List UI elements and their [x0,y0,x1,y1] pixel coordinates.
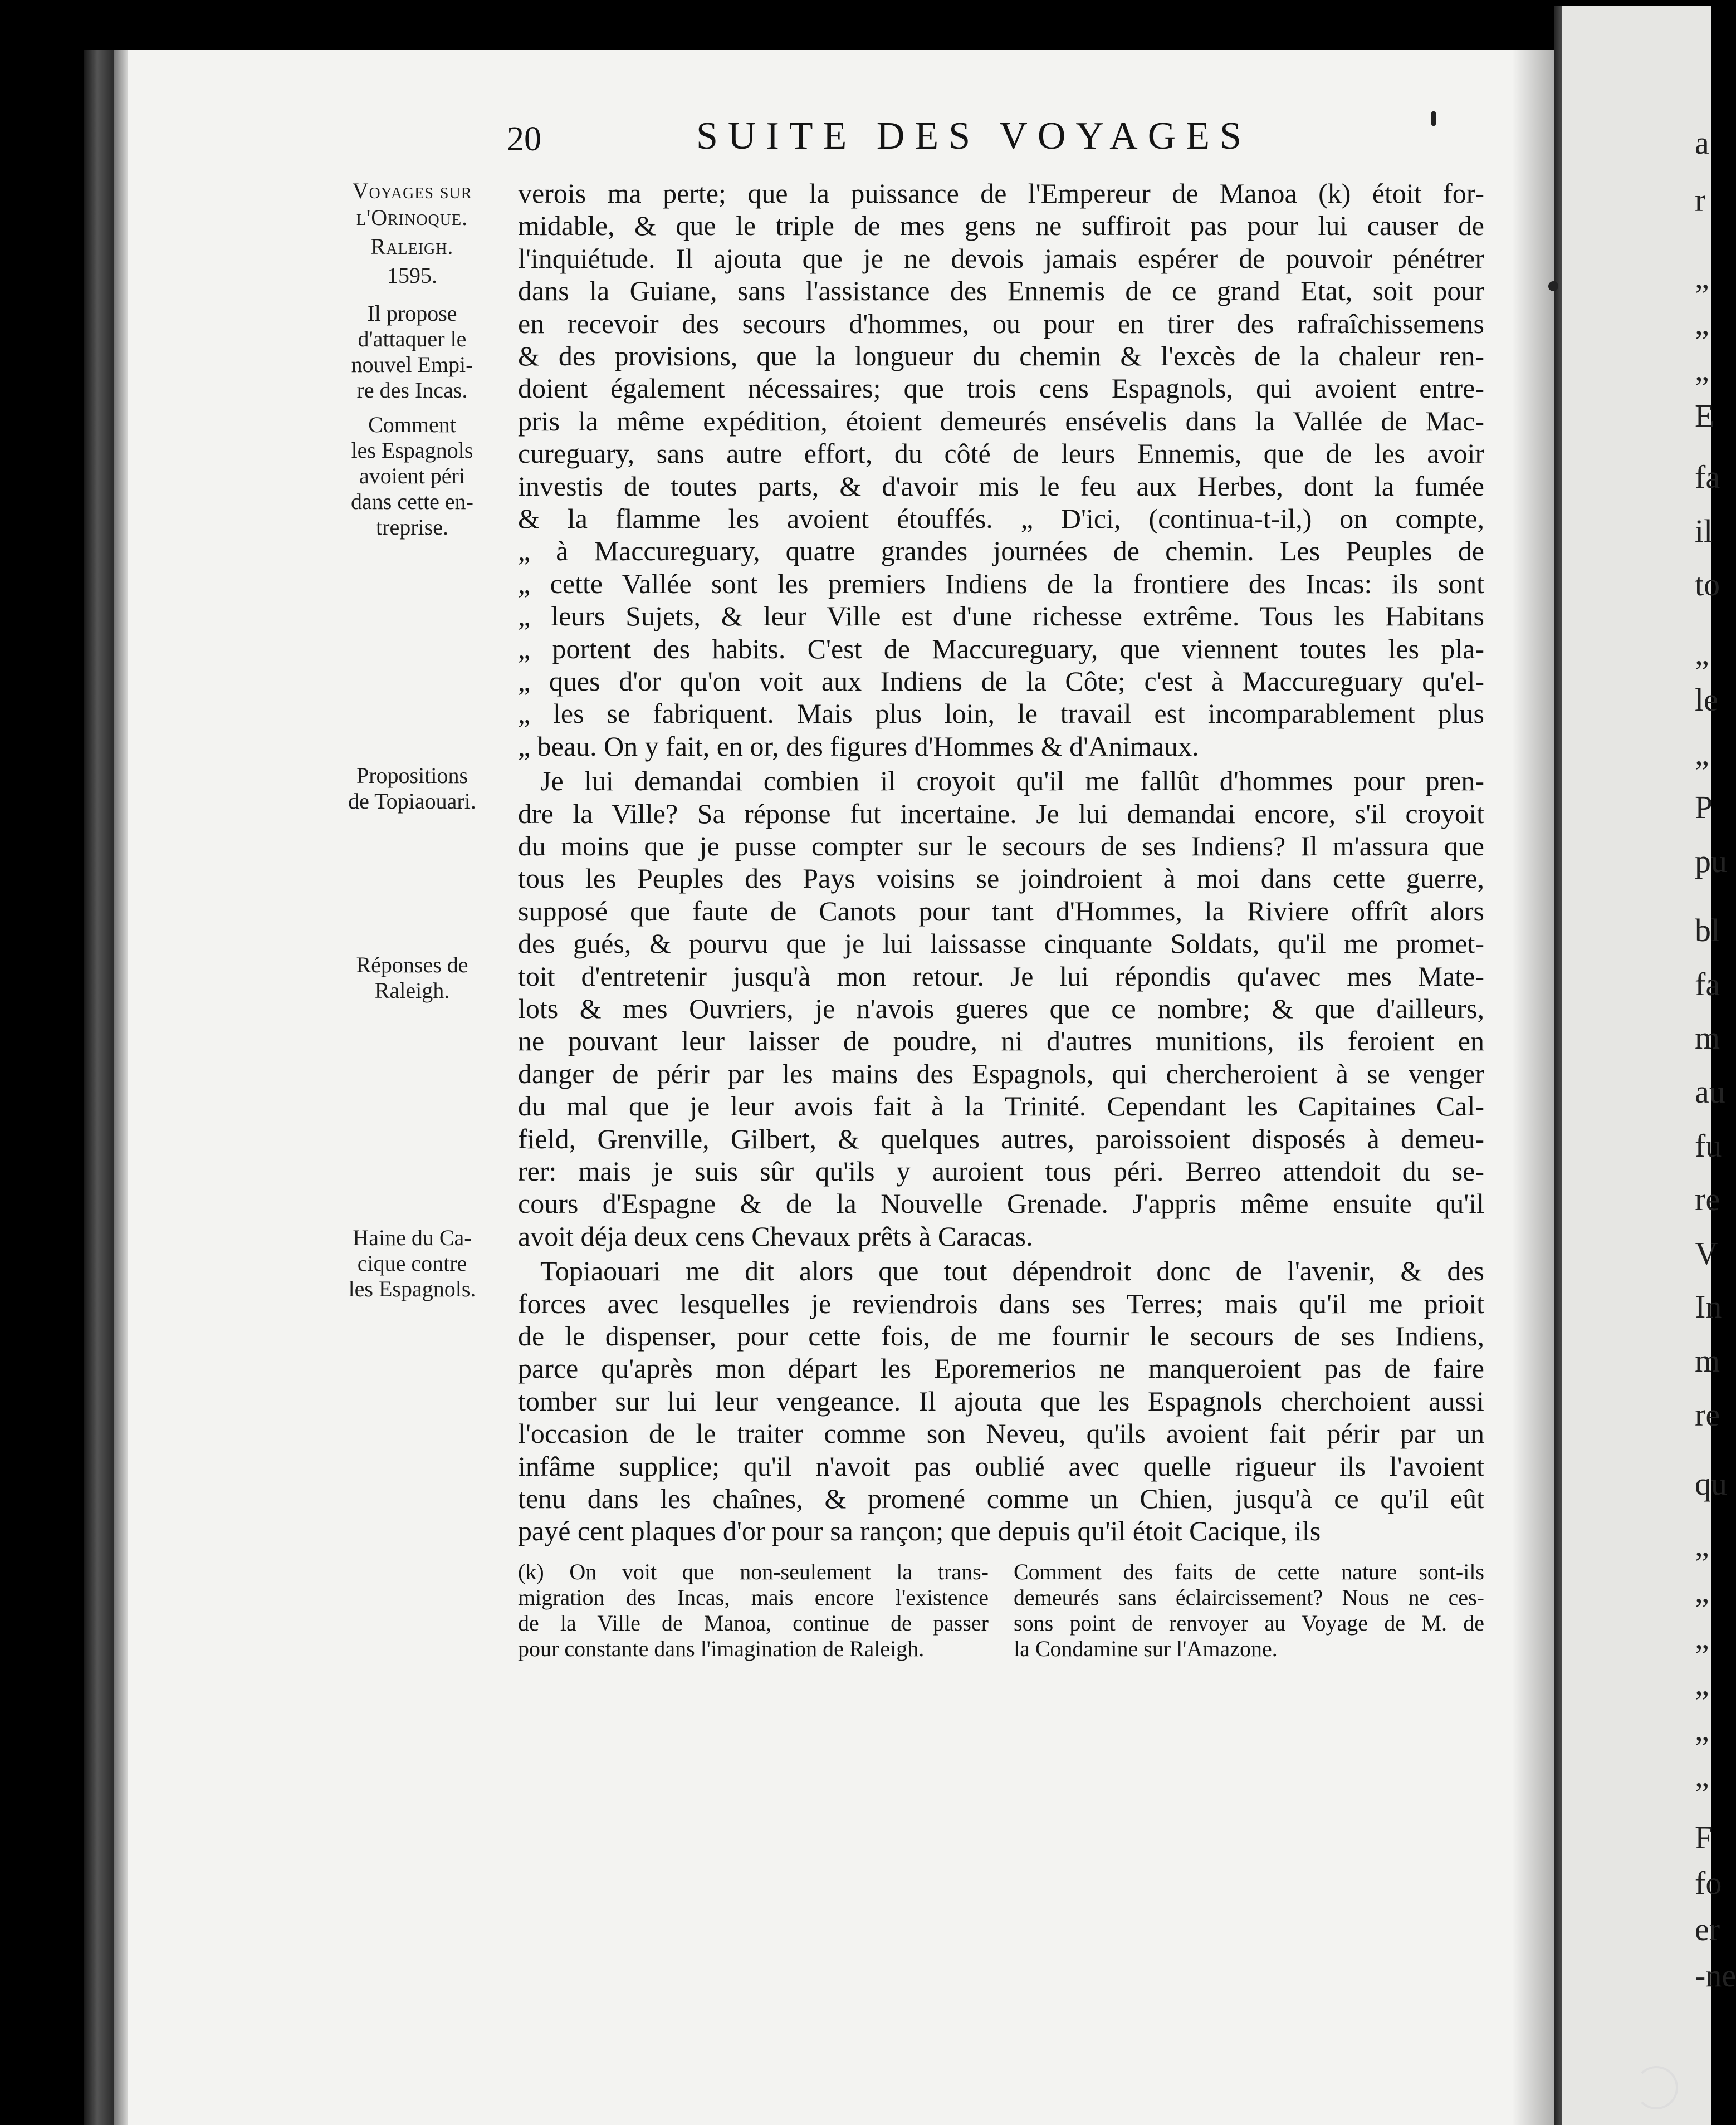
margin-note-line: Réponses de [356,952,468,977]
page-corner-mark [1635,2066,1678,2109]
page-header [507,114,1275,175]
facing-page-fragment: „ [1695,305,1709,341]
text-line: tenu dans les chaînes, & promené comme un Chien, jusqu'à ce qu'il eût [518,1483,1484,1514]
facing-page-fragment: „ [1695,351,1709,388]
margin-note-line: les Espagnols. [348,1276,476,1301]
text-line: tomber sur lui leur vengeance. Il ajouta que les Espagnols cherchoient aussi [518,1385,1484,1417]
margin-note-line: Propositions [356,763,468,788]
facing-page [1562,6,1736,2125]
text-line: infâme supplice; qu'il n'avoit pas oublié avec quelle rigueur ils l'avoient [518,1450,1484,1482]
facing-page-fragment: a [1695,124,1709,161]
facing-page-fragment: r [1695,182,1706,219]
text-line: supposé que faute de Canots pour tant d'Hommes, la Riviere offrît alors [518,895,1484,927]
text-line: en recevoir des secours d'hommes, ou pour en tirer des rafraîchissemens [518,307,1484,339]
facing-page-fragment: re [1695,1396,1720,1433]
facing-page-fragment: „ [1695,635,1709,672]
footnote-line: de la Ville de Manoa, continue de passer [518,1610,989,1636]
ink-mark [1431,111,1436,126]
facing-page-fragment: fa [1695,966,1720,1002]
text-line: ne pouvant leur laisser de poudre, ni d'autres munitions, ils feroient en [518,1025,1484,1057]
facing-page-fragment: le [1695,682,1718,718]
text-line: dans la Guiane, sans l'assistance des Ennemis de ce grand Etat, soit pour [518,275,1484,307]
text-line: du moins que je pusse compter sur le secours de ses Indiens? Il m'assura que [518,830,1484,861]
facing-page-fragment: „ [1695,259,1709,296]
margin-note-line: Raleigh. [374,978,450,1003]
text-line: payé cent plaques d'or pour sa rançon; que depuis qu'il étoit Cacique, ils [518,1515,1321,1547]
text-line: & la flamme les avoient étouffés. „ D'ici, (continua-t-il,) on compte, [518,503,1484,534]
ink-blot [1548,281,1558,291]
margin-note-line: cique contre [357,1251,467,1276]
text-line: investis de toutes parts, & d'avoir mis le feu aux Herbes, dont la fumée [518,470,1484,502]
facing-page-fragment: E [1695,397,1715,434]
footnote-line: Comment des faits de cette nature sont-ils [1014,1559,1484,1584]
facing-page-fragment: m [1695,1343,1720,1379]
facing-page-fragment: au [1695,1074,1725,1110]
text-line: des gués, & pourvu que je lui laissasse cinquante Soldats, qu'il me promet- [518,928,1484,959]
facing-page-fragment: qu [1695,1465,1727,1502]
text-line: l'inquiétude. Il ajouta que je ne devois jamais espérer de pouvoir pénétrer [518,242,1484,274]
footnotes [518,1559,1484,1665]
text-line: „ leurs Sujets, & leur Ville est d'une richesse extrême. Tous les Habitans [518,600,1484,632]
facing-page-fragment: „ [1695,735,1709,772]
text-line: de le dispenser, pour cette fois, de me fournir le secours de ses Indiens, [518,1320,1484,1352]
facing-page-fragment: fa [1695,459,1720,495]
footnote-line: sons point de renvoyer au Voyage de M. de [1014,1610,1484,1636]
text-line: dre la Ville? Sa réponse fut incertaine. Je lui demandai encore, s'il croyoit [518,797,1484,829]
margin-note-line: nouvel Empi- [351,352,473,377]
margin-note-line: d'attaquer le [358,326,467,351]
facing-page-fragment: „ [1695,1711,1709,1748]
margin-note-line: treprise. [376,515,448,540]
facing-page-fragment: In [1695,1289,1722,1325]
margin-note-line: l'Orinoque. [356,205,468,230]
text-line: tous les Peuples des Pays voisins se joindroient à moi dans cette guerre, [518,863,1484,894]
margin-note-line: dans cette en- [351,489,473,514]
facing-page-fragment: P [1695,789,1713,826]
text-line: toit d'entretenir jusqu'à mon retour. Je lui répondis qu'avec mes Mate- [518,960,1484,992]
footnote-line: la Condamine sur l'Amazone. [1014,1636,1278,1661]
text-line: Je lui demandai combien il croyoit qu'il me fallût d'hommes pour pren- [540,765,1484,797]
text-line: doient également nécessaires; que trois cens Espagnols, qui avoient entre- [518,373,1484,404]
facing-page-fragment: fo [1695,1865,1722,1902]
text-line: „ beau. On y fait, en or, des figures d'Hommes & d'Animaux. [518,730,1199,762]
margin-note-line: de Topiaouari. [348,789,476,814]
text-line: Topiaouari me dit alors que tout dépendroit donc de l'avenir, & des [540,1255,1484,1287]
text-line: du mal que je leur avois fait à la Trinité. Cependant les Capitaines Cal- [518,1090,1484,1122]
text-line: parce qu'après mon départ les Eporemerios ne manqueroient pas de faire [518,1353,1484,1384]
margin-note-line: Il propose [367,301,457,326]
text-line: l'occasion de le traiter comme son Neveu, qu'ils avoient fait périr par un [518,1418,1484,1450]
spine-shadow [114,50,128,2125]
facing-page-fragment: „ [1695,1665,1709,1702]
facing-page-fragment: pu [1695,843,1727,879]
book-spine [84,50,114,2125]
text-line: verois ma perte; que la puissance de l'Empereur de Manoa (k) étoit for- [518,178,1484,209]
margin-note-line: 1595. [387,263,437,288]
running-title: SUITE DES VOYAGES [696,115,1251,158]
text-line: „ à Maccureguary, quatre grandes journées de chemin. Les Peuples de [518,535,1484,567]
text-line: rer: mais je suis sûr qu'ils y auroient tous péri. Berreo attendoit du se- [518,1155,1484,1187]
margin-note-line: Voyages sur [352,178,472,203]
facing-page-fragment: „ [1695,1619,1709,1656]
text-line: „ les se fabriquent. Mais plus loin, le travail est incomparablement plus [518,698,1484,729]
margin-note-line: re des Incas. [356,378,468,403]
footnote-line: demeurés sans éclaircissement? Nous ne ces- [1014,1585,1484,1610]
facing-page-fragment: „ [1695,1573,1709,1609]
text-line: „ cette Vallée sont les premiers Indiens de la frontiere des Incas: ils sont [518,567,1484,599]
facing-page-fragment: V [1695,1235,1718,1271]
facing-page-fragment: to [1695,566,1720,603]
facing-page-fragment: re [1695,1181,1720,1218]
margin-note-line: Haine du Ca- [353,1225,472,1250]
page-number: 20 [507,120,541,158]
footnote-right-column [1014,1559,1484,1662]
facing-page-fragment: fu [1695,1127,1722,1164]
text-line: forces avec lesquelles je reviendrois dans ses Terres; mais qu'il me prioit [518,1287,1484,1319]
margin-note-line: les Espagnols [351,438,473,463]
text-line: danger de périr par les mains des Espagnols, qui chercheroient à se venger [518,1057,1484,1089]
facing-page-fragment: -ne [1695,1957,1736,1994]
text-line: lots & mes Ouvriers, je n'avois gueres que ce nombre; & que d'ailleurs, [518,993,1484,1024]
footnote-line: (k) On voit que non-seulement la trans- [518,1559,989,1584]
footnote-line: migration des Incas, mais encore l'existence [518,1585,989,1610]
facing-page-fragment: er [1695,1911,1720,1948]
text-line: avoit déja deux cens Chevaux prêts à Caracas. [518,1220,1033,1252]
text-line: field, Grenville, Gilbert, & quelques autres, paroissoient disposés à demeu- [518,1123,1484,1154]
facing-page-fragment: F [1695,1819,1713,1855]
text-line: & des provisions, que la longueur du chemin & l'excès de la chaleur ren- [518,340,1484,371]
text-line: cureguary, sans autre effort, du côté de leurs Ennemis, que de les avoir [518,438,1484,469]
facing-page-fragment: „ [1695,1527,1709,1564]
text-line: midable, & que le triple de mes gens ne suffiroit pas pour lui causer de [518,210,1484,242]
footnote-line: pour constante dans l'imagination de Raleigh. [518,1636,925,1661]
facing-page-fragment: bl [1695,912,1720,949]
footnote-left-column [518,1559,989,1662]
facing-page-fragment: „ [1695,1757,1709,1794]
margin-note-line: Comment [368,412,456,437]
text-line: „ ques d'or qu'on voit aux Indiens de la Côte; c'est à Maccureguary qu'el- [518,665,1484,697]
facing-page-fragment: il [1695,512,1713,549]
text-line: cours d'Espagne & de la Nouvelle Grenade. J'appris même ensuite qu'il [518,1188,1484,1220]
text-line: „ portent des habits. C'est de Maccureguary, que viennent toutes les pla- [518,633,1484,664]
text-line: pris la même expédition, étoient demeurés ensévelis dans la Vallée de Mac- [518,405,1484,437]
margin-note-line: avoient péri [359,463,465,488]
facing-page-fragment: m [1695,1020,1720,1056]
margin-note-line: Raleigh. [370,234,454,259]
